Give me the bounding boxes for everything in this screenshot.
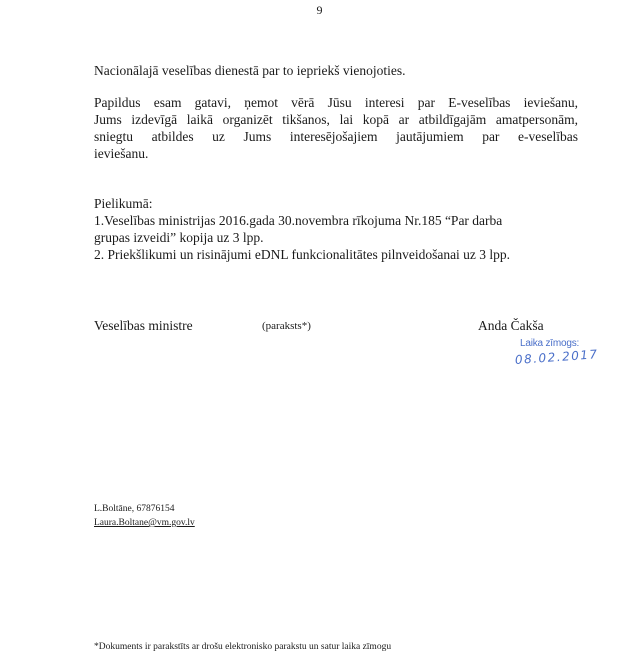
page-number: 9 bbox=[316, 3, 323, 17]
paragraph-offer-line-3: sniegtu atbildes uz Jums interesējošajiem jautājumiem par e-veselības bbox=[94, 129, 578, 144]
attachment-item-1-line-1: 1.Veselības ministrijas 2016.gada 30.novembra rīkojuma Nr.185 “Par darba bbox=[94, 213, 503, 228]
attachments-heading: Pielikumā: bbox=[94, 196, 153, 211]
signatory-name: Anda Čakša bbox=[478, 318, 544, 333]
paragraph-intro: Nacionālajā veselības dienestā par to iepriekš vienojoties. bbox=[94, 63, 406, 78]
paragraph-offer bbox=[94, 94, 578, 162]
signatory-title: Veselības ministre bbox=[94, 318, 193, 333]
paragraph-offer-line-4: ieviešanu. bbox=[94, 146, 149, 161]
signature-placeholder: (paraksts*) bbox=[262, 320, 311, 332]
attachment-item-1-line-2: grupas izveidi” kopija uz 3 lpp. bbox=[94, 230, 264, 245]
footnote: *Dokuments ir parakstīts ar drošu elektronisko parakstu un satur laika zīmogu bbox=[94, 642, 392, 652]
timestamp-label: Laika zīmogs: bbox=[520, 338, 580, 349]
attachment-item-2: 2. Priekšlikumi un risinājumi eDNL funkcionalitātes pilnveidošanai uz 3 lpp. bbox=[94, 247, 511, 262]
paragraph-offer-line-1: Papildus esam gatavi, ņemot vērā Jūsu interesi par E-veselības ieviešanu, bbox=[94, 95, 578, 110]
contact-email[interactable]: Laura.Boltane@vm.gov.lv bbox=[94, 518, 195, 528]
paragraph-offer-line-2: Jums izdevīgā laikā organizēt tikšanos, lai kopā ar atbildīgajām amatpersonām, bbox=[94, 112, 578, 127]
timestamp-date: 08.02.2017 bbox=[514, 347, 600, 367]
contact-name-phone: L.Boltāne, 67876154 bbox=[94, 504, 175, 514]
